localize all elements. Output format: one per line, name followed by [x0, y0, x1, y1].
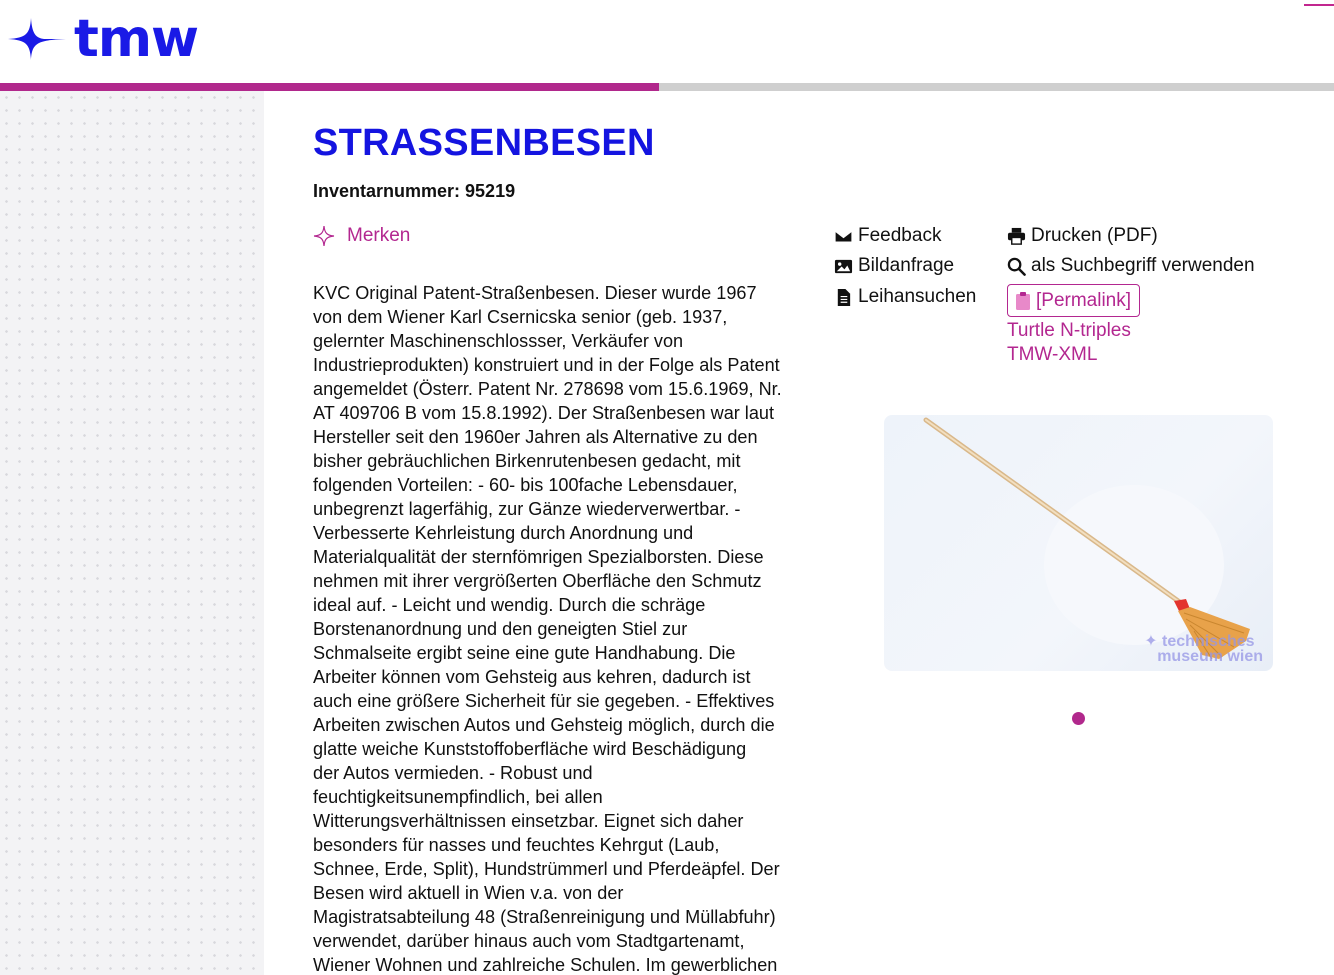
- envelope-icon: [834, 227, 853, 246]
- drucken-link[interactable]: [1007, 225, 1158, 247]
- sparkle-outline-icon: [313, 225, 335, 247]
- museum-watermark: [1144, 634, 1263, 664]
- tmw-xml-link[interactable]: TMW-XML: [1007, 344, 1098, 365]
- site-logo[interactable]: [6, 9, 199, 69]
- inventory-number: Inventarnummer: 95219: [313, 181, 516, 201]
- scroll-progress-bar: [0, 83, 1334, 91]
- leihansuchen-link[interactable]: [834, 286, 976, 308]
- logo-text: tmw: [74, 9, 199, 69]
- carousel-dot[interactable]: [1072, 712, 1085, 725]
- suchbegriff-label: als Suchbegriff verwenden: [1031, 255, 1255, 276]
- sparkle-star-icon: [6, 14, 68, 64]
- bildanfrage-label: Bildanfrage: [858, 255, 955, 276]
- printer-icon: [1007, 227, 1026, 246]
- feedback-link[interactable]: [834, 225, 941, 247]
- merken-label: Merken: [347, 225, 411, 246]
- site-header: [0, 0, 1334, 83]
- document-icon: [834, 288, 853, 307]
- watermark-line-1: ✦ technisches: [1144, 633, 1255, 650]
- clipboard-icon: [1016, 292, 1030, 310]
- menu-indicator[interactable]: [1304, 4, 1334, 6]
- bildanfrage-link[interactable]: [834, 255, 954, 277]
- feedback-label: Feedback: [858, 225, 942, 246]
- permalink-button[interactable]: [1007, 284, 1140, 317]
- suchbegriff-link[interactable]: [1007, 255, 1255, 277]
- leihansuchen-label: Leihansuchen: [858, 286, 977, 307]
- object-description: KVC Original Patent-Straßenbesen. Dieser wurde 1967 von dem Wiener Karl Csernicska senior (geb. 1937, gelernter Maschinenschlossser, Verkäufer von Industrieprodukten) konstruiert und in der Folge als Patent angemeldet (Österr. Patent Nr. 278698 vom 15.6.1969, Nr. AT 409706 B vom 15.8.1992). Der Straßenbesen war laut Hersteller seit den 1960er Jahren als Alternative zu den bisher gebräuchlichen Birkenrutenbesen gedacht, mit folgenden Vorteilen: - 60- bis 100fache Lebensdauer, unbegrenzt lagerfähig, zur Gänze wiederverwertbar. - Verbesserte Kehrleistung durch Anordnung und Materialqualität der sternfömrigen Spezialborsten. Diese nehmen mit ihrer vergrößerten Oberfläche den Schmutz ideal auf. - Leicht und wendig. Durch die schräge Borstenanordnung und den geneigten Stiel zur Schmalseite ergibt seine eine gute Handhabung. Die Arbeiter können vom Gehsteig aus kehren, dadurch ist auch eine größere Sicherheit für sie gegeben. - Effektives Arbeiten zwischen Autos und Gehsteig möglich, durch die glatte weiche Kunststoffoberfläche wird Beschädigung der Autos vermieden. - Robust und feuchtigkeitsunempfindlich, bei allen Witterungsverhältnissen einsetzbar. Eignet sich daher besonders für nasses und feuchtes Kehrgut (Laub, Schnee, Erde, Split), Hundstrümmerl und Pferdeäpfel. Der Besen wird aktuell in Wien v.a. von der Magistratsabteilung 48 (Straßenreinigung und Müllabfuhr) verwendet, darüber hinaus auch vom Stadtgartenamt, Wiener Wohnen und zahlreiche Schulen. Im gewerblichen: [313, 283, 782, 975]
- merken-button[interactable]: [313, 225, 410, 247]
- drucken-label: Drucken (PDF): [1031, 225, 1158, 246]
- page-title: STRASSENBESEN: [313, 122, 655, 164]
- turtle-link[interactable]: Turtle N-triples: [1007, 320, 1131, 341]
- permalink-label: [Permalink]: [1036, 289, 1132, 311]
- search-icon: [1007, 257, 1026, 276]
- watermark-line-2: museum wien: [1157, 648, 1263, 665]
- image-icon: [834, 257, 853, 276]
- dotted-sidebar: [0, 91, 264, 975]
- progress-fill: [0, 83, 659, 91]
- object-image[interactable]: [884, 415, 1273, 671]
